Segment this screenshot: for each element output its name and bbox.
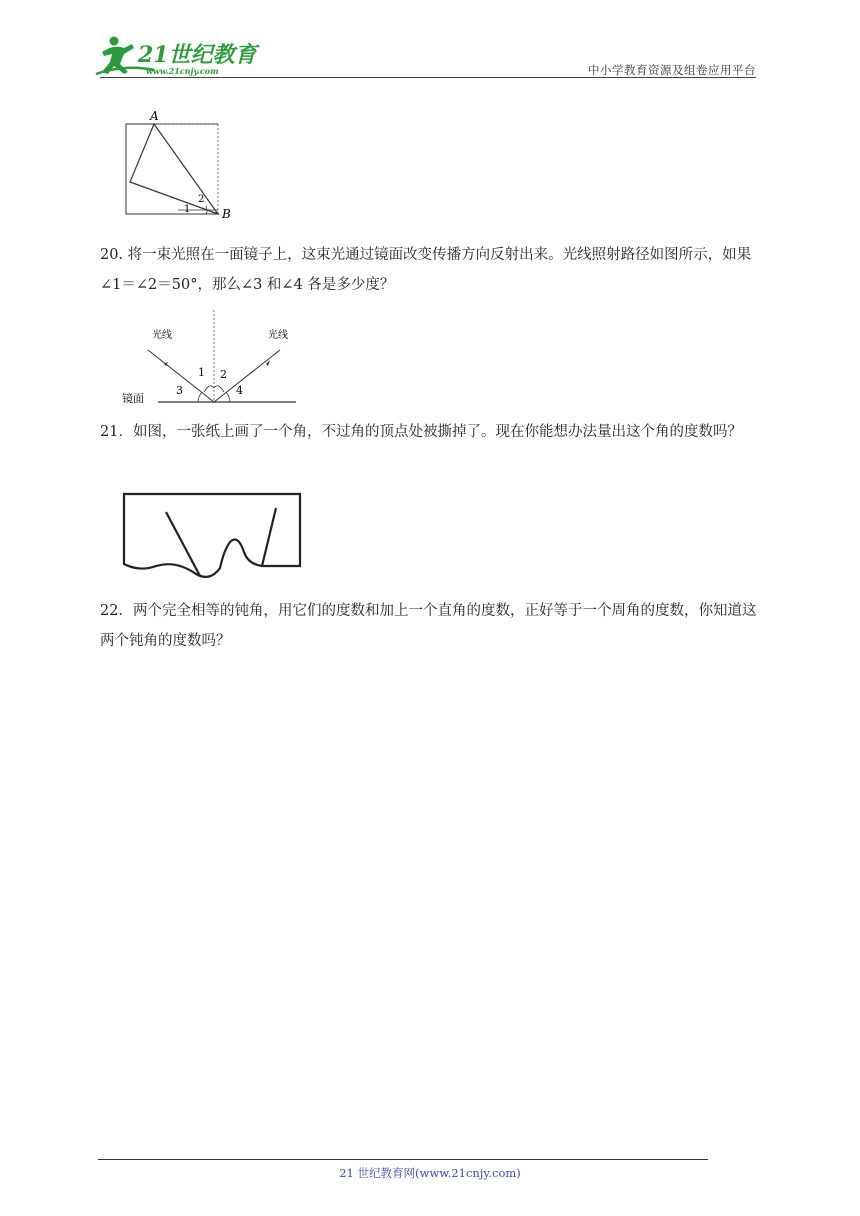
- angle-4-label: 4: [236, 384, 243, 397]
- header-right-text: 中小学教育资源及组卷应用平台: [588, 63, 756, 77]
- triangle-figure: [118, 106, 238, 224]
- logo-url: www.21cnjy.com: [146, 66, 219, 76]
- mirror-figure: [118, 308, 308, 408]
- logo-text: 21世纪教育: [138, 42, 257, 68]
- torn-paper-figure: [120, 488, 304, 584]
- ray-right-label: 光线: [268, 330, 288, 341]
- site-logo: [94, 34, 264, 78]
- angle-1-label: 1: [198, 366, 205, 379]
- angle-3-label: 3: [176, 384, 183, 397]
- runner-logo-icon: [94, 34, 264, 78]
- mirror-label: 镜面: [122, 392, 144, 405]
- ray-left-label: 光线: [152, 330, 172, 341]
- triangle-label-b: B: [222, 207, 231, 221]
- header-divider: [100, 77, 756, 78]
- triangle-angle-2: 2: [198, 194, 205, 205]
- triangle-label-a: A: [150, 109, 159, 123]
- footer-divider: [98, 1159, 708, 1160]
- triangle-angle-1: 1: [184, 204, 191, 215]
- question-21: 21．如图，一张纸上画了一个角，不过角的顶点处被撕掉了。现在你能想办法量出这个角的度数吗？: [100, 424, 742, 440]
- angle-2-label: 2: [220, 368, 227, 381]
- question-22: 22．两个完全相等的钝角，用它们的度数和加上一个直角的度数，正好等于一个周角的度数，你知道这两个钝角的度数吗？: [100, 603, 757, 649]
- footer-text: 21 世纪教育网(www.21cnjy.com): [339, 1166, 521, 1180]
- question-20: 20. 将一束光照在一面镜子上，这束光通过镜面改变传播方向反射出来。光线照射路径如图所示，如果∠1＝∠2＝50°，那么∠3 和∠4 各是多少度？: [100, 247, 752, 293]
